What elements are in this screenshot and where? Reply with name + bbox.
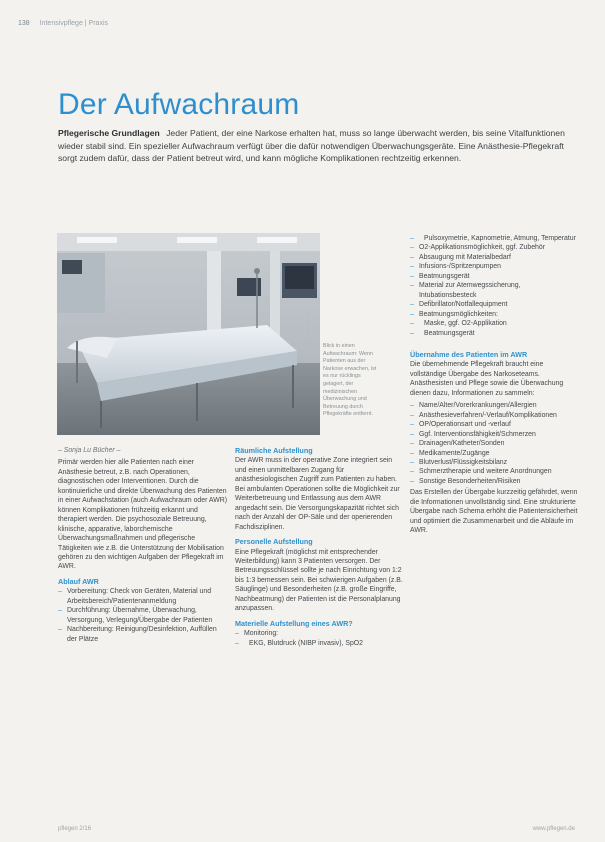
list-item: – Ggf. Interventionsfähigkeit/Schmerzen xyxy=(410,430,578,439)
photo-caption: Blick in einen Aufwachraum: Wenn Patienten aus der Narkose erwachen, ist es nur rücklings gelagert, der medizinischen Überwachung und Betreuung durch Pflegekräfte entfernt. xyxy=(323,343,377,418)
process-list xyxy=(58,587,228,644)
photo-credit: Foto: Anästhesiebereich xyxy=(305,311,310,360)
list-item: – EKG, Blutdruck (NIBP invasiv), SpO2 xyxy=(235,639,403,648)
list-item: – Material zur Atemwegssicherung, Intubationsbesteck xyxy=(410,281,578,300)
section-heading: Personelle Aufstellung xyxy=(235,537,313,547)
column-3 xyxy=(410,234,578,539)
list-item: – Monitoring: xyxy=(235,629,403,638)
column-2 xyxy=(235,446,403,648)
recovery-room-photo xyxy=(57,233,320,435)
section-heading: Materielle Aufstellung eines AWR? xyxy=(235,618,353,628)
list-item: – Durchführung: Übernahme, Überwachung, Versorgung, Verlegung/Übergabe der Patienten xyxy=(58,606,228,625)
footer-left: pflegen 2/16 xyxy=(58,826,92,832)
section-heading: Übernahme des Patienten im AWR xyxy=(410,349,528,359)
list-item: – Defibrillator/Notfallequipment xyxy=(410,300,578,309)
col3-paragraph: Das Erstellen der Übergabe kurzzeitig gefährdet, wenn die Informationen unvollständig sind. Eine strukturierte Übergabe nach Schema erhöht die Patientensicherheit und optimiert die Zusammenarbeit und die Abläufe im AWR. xyxy=(410,489,578,535)
list-item: – Sonstige Besonderheiten/Risiken xyxy=(410,477,578,486)
list-item: – Nachbereitung: Reinigung/Desinfektion, Auffüllen der Plätze xyxy=(58,625,228,644)
list-item: – Vorbereitung: Check von Geräten, Material und Arbeitsbereich/Patientenanmeldung xyxy=(58,587,228,606)
footer-right: www.pflegen.de xyxy=(532,826,575,832)
section-heading: Räumliche Aufstellung xyxy=(235,446,313,455)
quote-line: – Sonja Lu Bücher – xyxy=(58,447,121,454)
list-item: – Drainagen/Katheter/Sonden xyxy=(410,439,578,448)
list-item: – O2-Applikationsmöglichkeit, ggf. Zubehör xyxy=(410,243,578,252)
col2-paragraph: Der AWR muss in der operative Zone integriert sein und einen unmittelbaren Zugang für anästhesiologischen Zugriff zum Patienten zu haben. Bei ambulanten Operationen sollte die Möglichkeit zur Weiterbetreuung und Entlassung aus dem AWR angedacht sein. Die Versorgungskapazität richtet sich nach der Anzahl der OP-Säle und der operierenden Fachdisziplinen. xyxy=(235,457,400,531)
list-item: – Anästhesieverfahren/-Verlauf/Komplikationen xyxy=(410,411,578,420)
list-item: – Infusions-/Spritzenpumpen xyxy=(410,262,578,271)
column-1 xyxy=(58,446,228,644)
list-item: – Beatmungsmöglichkeiten: xyxy=(410,310,578,319)
page-number: 138 xyxy=(18,20,30,27)
col1-body: Primär werden hier alle Patienten nach einer Anästhesie betreut, z.B. nach Operationen, diagnostischen oder Interventionen. Durch die kontinuierliche und direkte Überwachung des Patienten in einer Aufwachstation (auch Aufwachraum oder AWR) können Komplikationen frühzeitig erkannt und therapiert werden. Die psychosoziale Betreuung, klinische, apparative, laborchemische Überwachungsmaßnahmen und pflegerische Tätigkeiten wie z.B. die Unterstützung der Mobilisation gehören zu den wichtigen Aufgaben der Pflegekraft im AWR. xyxy=(58,459,228,571)
intro-paragraph xyxy=(58,127,568,165)
running-header xyxy=(18,20,108,27)
intro-text: Jeder Patient, der eine Narkose erhalten hat, muss so lange überwacht werden, bis seine Vitalfunktionen wieder stabil sind. Ein spezieller Aufwachraum verfügt über die dafür notwendigen Überwachungsgeräte. Eine Anästhesie-Pflegekraft sorgt zudem dafür, dass der Patient betreut wird, und kann mögliche Komplikationen rechtzeitig erkennen. xyxy=(58,128,565,163)
list-item: – Name/Alter/Vorerkrankungen/Allergien xyxy=(410,401,578,410)
list-item: – OP/Operationsart und -verlauf xyxy=(410,420,578,429)
equipment-list xyxy=(410,234,578,338)
list-item: – Beatmungsgerät xyxy=(410,272,578,281)
section-label: Intensivpflege | Praxis xyxy=(39,20,108,27)
list-item: – Medikamente/Zugänge xyxy=(410,449,578,458)
handover-list xyxy=(410,401,578,486)
col3-paragraph: Die übernehmende Pflegekraft braucht eine vollständige Übergabe des Narkoseteams. Anästhesisten und Pflege sowie die Überwachung dienen dazu, Informationen zu sammeln: xyxy=(410,361,564,397)
col2-paragraph: Eine Pflegekraft (möglichst mit entsprechender Weiterbildung) kann 3 Patienten versorgen. Der Betreuungsschlüssel sollte je nach Einrichtung von 1:2 bis 1:3 bemessen sein. Bei schwierigen Aufgaben (z.B. Säuglinge) und Besonderheiten (z.B. große Eingriffe, Nachbeatmung) der Patienten ist die Personalplanung anzupassen. xyxy=(235,548,403,613)
list-item: – Pulsoxymetrie, Kapnometrie, Atmung, Temperatur xyxy=(410,234,578,243)
list-item: – Blutverlust/Flüssigkeitsbilanz xyxy=(410,458,578,467)
list-item: – Absaugung mit Materialbedarf xyxy=(410,253,578,262)
material-list xyxy=(235,629,403,648)
list-item: – Maske, ggf. O2-Applikation xyxy=(410,319,578,328)
section-heading: Ablauf AWR xyxy=(58,576,99,586)
page-title: Der Aufwachraum xyxy=(58,88,300,121)
list-item: – Schmerztherapie und weitere Anordnungen xyxy=(410,467,578,476)
list-item: – Beatmungsgerät xyxy=(410,329,578,338)
intro-lead: Pflegerische Grundlagen xyxy=(58,128,160,138)
